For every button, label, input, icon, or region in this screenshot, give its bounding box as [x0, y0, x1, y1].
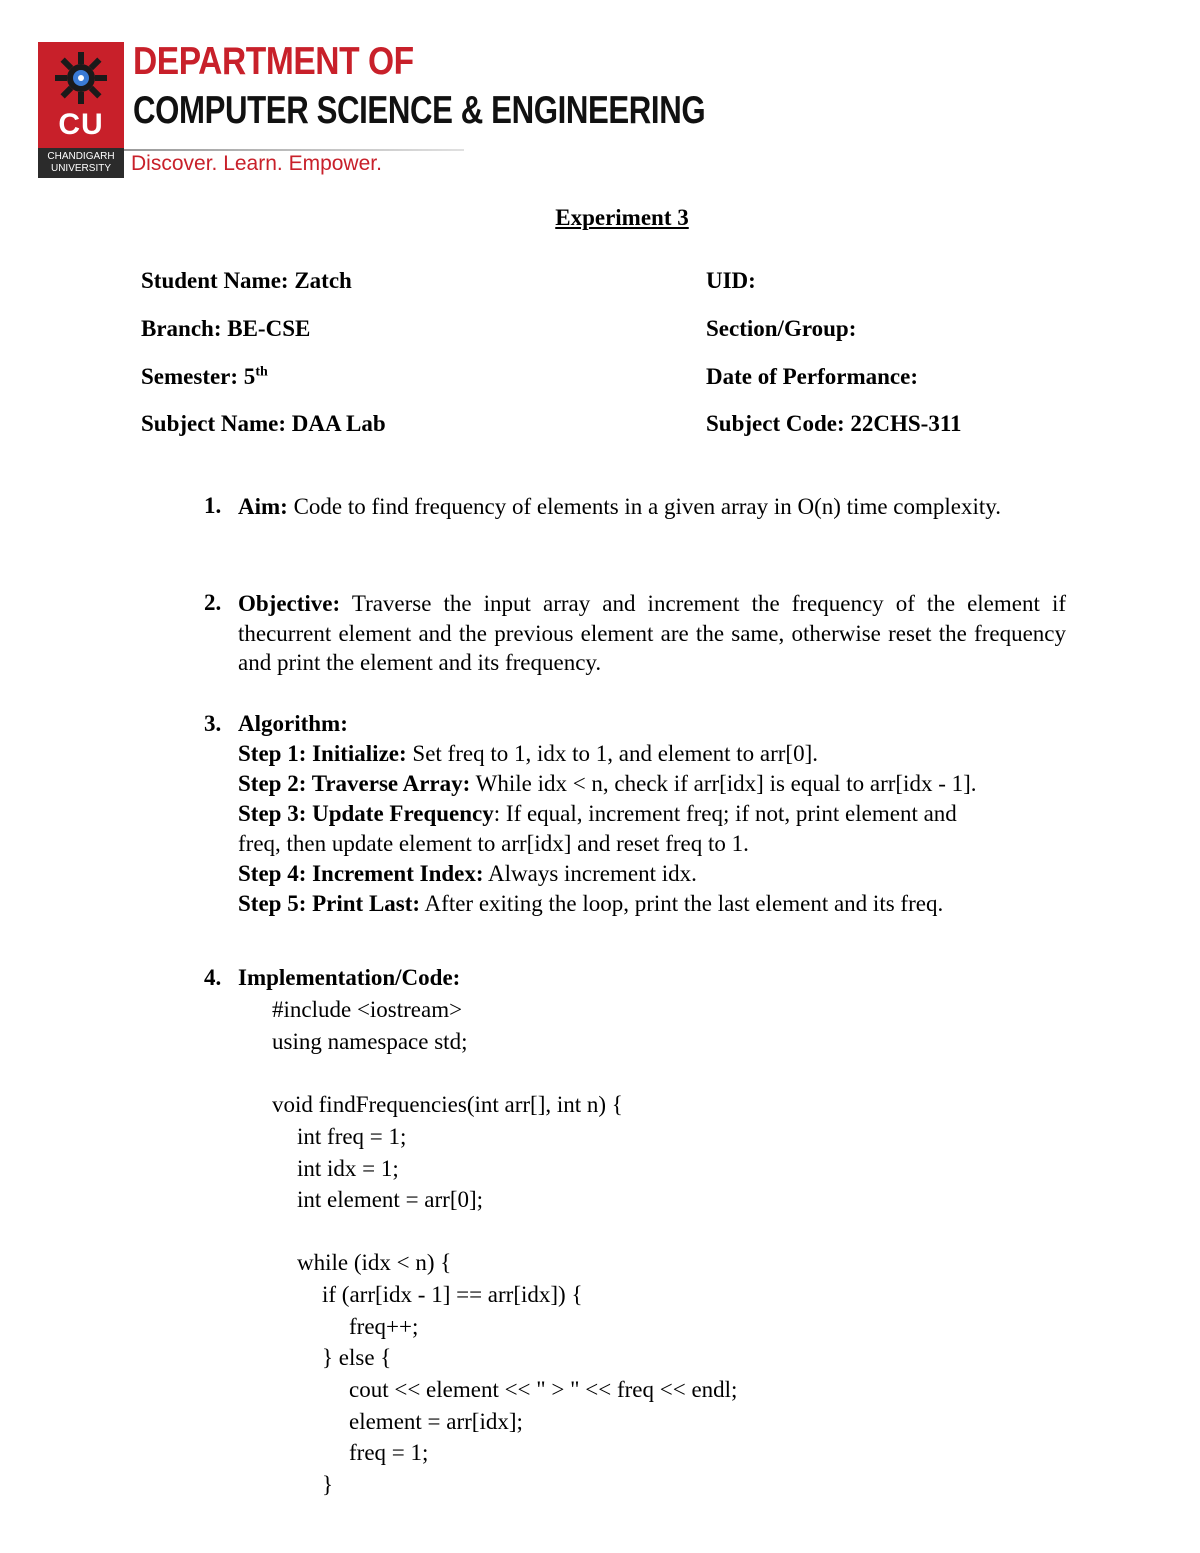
code-line: int freq = 1;: [297, 1124, 407, 1149]
step-1-text: Set freq to 1, idx to 1, and element to arr[0].: [406, 741, 818, 766]
code-line: #include <iostream>: [272, 997, 463, 1022]
logo-initials: CU: [58, 108, 104, 141]
student-name: Student Name: Zatch: [141, 268, 352, 293]
code-line: int element = arr[0];: [297, 1187, 484, 1212]
aim-paragraph: [238, 492, 1066, 522]
objective-text: Traverse the input array and increment the frequency of the element if thecurrent element and the previous element are the same, otherwise reset the frequency and print the element and its frequency.: [238, 591, 1066, 675]
date-of-performance-label: Date of Performance:: [706, 364, 918, 389]
step-4-label: Step 4: Increment Index:: [238, 861, 484, 886]
subject-name: Subject Name: DAA Lab: [141, 411, 386, 436]
step-3-text: : If equal, increment freq; if not, print element and: [493, 801, 957, 826]
step-5-text: After exiting the loop, print the last element and its freq.: [420, 891, 944, 916]
logo-university-name: CHANDIGARH UNIVERSITY: [38, 148, 124, 178]
step-4-text: Always increment idx.: [483, 861, 697, 886]
aim-label: Aim:: [238, 494, 288, 519]
semester: [141, 364, 268, 390]
code-line: cout << element << " > " << freq << endl;: [349, 1377, 738, 1402]
code-line: freq++;: [349, 1314, 419, 1339]
step-2-label: Step 2: Traverse Array:: [238, 771, 471, 796]
gear-emblem-icon: [53, 50, 109, 106]
algorithm-step-1: [238, 741, 818, 767]
objective-number: 2.: [204, 590, 222, 615]
department-title-line2: COMPUTER SCIENCE & ENGINEERING: [133, 89, 706, 132]
algorithm-number: 3.: [204, 711, 222, 736]
implementation-label: Implementation/Code:: [238, 965, 461, 990]
code-line: int idx = 1;: [297, 1156, 399, 1181]
branch: Branch: BE-CSE: [141, 316, 311, 341]
university-logo: [38, 42, 124, 178]
objective-label: Objective:: [238, 591, 341, 616]
code-line: using namespace std;: [272, 1029, 468, 1054]
algorithm-step-4: [238, 861, 697, 887]
semester-text: Semester: 5: [141, 364, 256, 389]
department-title-line1: DEPARTMENT OF: [133, 40, 414, 83]
code-line: element = arr[idx];: [349, 1409, 523, 1434]
algorithm-step-3-continued: freq, then update element to arr[idx] and reset freq to 1.: [238, 831, 749, 856]
code-line: } else {: [322, 1345, 392, 1370]
objective-paragraph: [238, 589, 1066, 678]
aim-text: Code to find frequency of elements in a given array in O(n) time complexity.: [287, 494, 1002, 519]
aim-number: 1.: [204, 493, 222, 518]
uid-label: UID:: [706, 268, 756, 293]
step-5-label: Step 5: Print Last:: [238, 891, 421, 916]
algorithm-step-3: [238, 801, 957, 827]
algorithm-step-5: [238, 891, 943, 917]
tagline: Discover. Learn. Empower.: [131, 152, 382, 175]
code-line: while (idx < n) {: [297, 1250, 452, 1275]
experiment-title: Experiment 3: [555, 205, 689, 230]
step-2-text: While idx < n, check if arr[idx] is equal to arr[idx - 1].: [470, 771, 977, 796]
section-group-label: Section/Group:: [706, 316, 857, 341]
subject-code: Subject Code: 22CHS-311: [706, 411, 962, 436]
semester-superscript: th: [255, 364, 268, 380]
code-line: void findFrequencies(int arr[], int n) {: [272, 1092, 623, 1117]
step-1-label: Step 1: Initialize:: [238, 741, 407, 766]
algorithm-step-2: [238, 771, 977, 797]
algorithm-label: Algorithm:: [238, 711, 348, 736]
header-divider: [124, 149, 464, 151]
code-line: }: [322, 1472, 334, 1497]
code-line: if (arr[idx - 1] == arr[idx]) {: [322, 1282, 583, 1307]
code-line: freq = 1;: [349, 1440, 429, 1465]
step-3-label: Step 3: Update Frequency: [238, 801, 494, 826]
implementation-number: 4.: [204, 965, 222, 990]
